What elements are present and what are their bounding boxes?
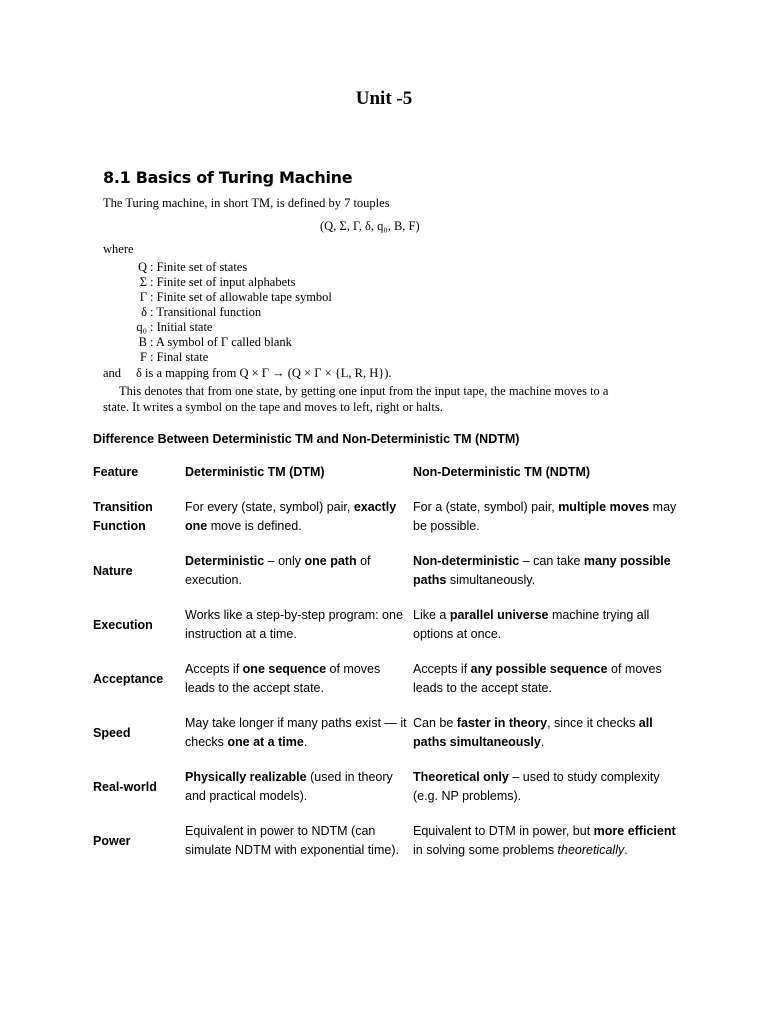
header-feature: Feature [93, 465, 139, 479]
ndtm-cell: For a (state, symbol) pair, multiple moves may be possible. [413, 500, 677, 533]
table-header-row [93, 455, 683, 490]
definition-text: : A symbol of Γ called blank [150, 335, 292, 349]
definition-symbol: Q [137, 260, 147, 274]
header-ndtm: Non-Deterministic TM (NDTM) [413, 465, 591, 479]
tuple-definition: (Q, Σ, Γ, δ, q₀, B, F) [320, 219, 420, 233]
ndtm-cell: Non-deterministic – can take many possible paths simultaneously. [413, 554, 671, 587]
dtm-cell: For every (state, symbol) pair, exactly one move is defined. [185, 500, 397, 533]
feature-cell: Speed [93, 725, 131, 740]
comparison-heading: Difference Between Deterministic TM and Non-Deterministic TM (NDTM) [93, 432, 520, 446]
table-row [93, 490, 683, 544]
definition-symbol: B [138, 335, 147, 349]
table-row [93, 544, 683, 598]
table-row [93, 814, 683, 868]
dtm-cell: Equivalent in power to NDTM (can simulate NDTM with exponential time). [185, 824, 399, 857]
dtm-cell: Accepts if one sequence of moves leads to the accept state. [185, 662, 381, 695]
and-label: and [103, 366, 122, 380]
table-row [93, 760, 683, 814]
explanation-line-2: state. It writes a symbol on the tape and moves to left, right or halts. [103, 400, 443, 414]
definition-text: : Finite set of states [150, 260, 248, 274]
feature-cell: Execution [93, 617, 153, 632]
definition-list [103, 260, 403, 370]
definition-text: : Finite set of allowable tape symbol [150, 290, 332, 304]
definition-text: : Finite set of input alphabets [150, 275, 296, 289]
ndtm-cell: Equivalent to DTM in power, but more efficient in solving some problems theoretically. [413, 824, 676, 857]
definition-symbol: F [140, 350, 147, 364]
definition-text: : Transitional function [150, 305, 262, 319]
definition-symbol: Σ [139, 275, 147, 289]
table-row [93, 706, 683, 760]
explanation-line-1: This denotes that from one state, by getting one input from the input tape, the machine moves to a [119, 384, 609, 398]
header-dtm: Deterministic TM (DTM) [185, 465, 325, 479]
ndtm-cell: Theoretical only – used to study complexity (e.g. NP problems). [413, 770, 660, 803]
ndtm-cell: Can be faster in theory, since it checks all paths simultaneously. [413, 716, 653, 749]
where-label: where [103, 242, 134, 256]
definition-symbol: Γ [139, 290, 147, 304]
table-row [93, 652, 683, 706]
definition-symbol: δ [141, 305, 147, 319]
table-row [93, 598, 683, 652]
ndtm-cell: Like a parallel universe machine trying all options at once. [413, 608, 650, 641]
ndtm-cell: Accepts if any possible sequence of moves leads to the accept state. [413, 662, 662, 695]
dtm-cell: Works like a step-by-step program: one instruction at a time. [185, 608, 403, 641]
feature-cell: Real-world [93, 779, 157, 794]
page-title: Unit -5 [355, 88, 413, 109]
dtm-cell: May take longer if many paths exist — it checks one at a time. [185, 716, 407, 749]
dtm-cell: Physically realizable (used in theory and practical models). [185, 770, 393, 803]
intro-text: The Turing machine, in short TM, is defined by 7 touples [103, 196, 390, 210]
feature-cell: Power [93, 833, 131, 848]
mapping-text: δ is a mapping from Q × Γ → (Q × Γ × {L, R, H}). [136, 366, 392, 380]
table-body [93, 490, 683, 868]
comparison-table [93, 455, 683, 868]
dtm-cell: Deterministic – only one path of execution. [185, 554, 371, 587]
feature-cell: Nature [93, 563, 133, 578]
definition-symbol: q₀ [136, 320, 147, 334]
definition-text: : Final state [150, 350, 209, 364]
definition-text: : Initial state [150, 320, 213, 334]
section-heading: 8.1 Basics of Turing Machine [103, 168, 353, 187]
feature-cell: Transition Function [93, 500, 153, 533]
feature-cell: Acceptance [93, 671, 164, 686]
